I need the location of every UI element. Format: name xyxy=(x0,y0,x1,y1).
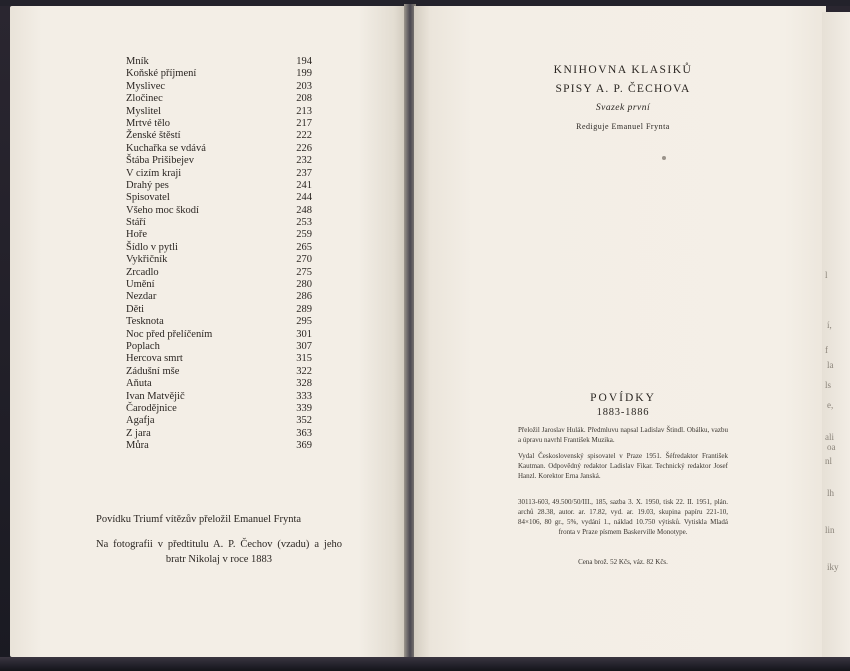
toc-entry-title: Z jara xyxy=(126,427,151,439)
toc-entry-page: 222 xyxy=(296,130,312,142)
toc-entry-title: Stáří xyxy=(126,217,146,229)
ink-speck xyxy=(662,156,666,160)
toc-entry xyxy=(126,130,326,142)
toc-entry-page: 280 xyxy=(296,279,312,291)
next-page-fragment: ls xyxy=(825,380,832,390)
toc-entry-page: 265 xyxy=(296,241,312,253)
toc-entry-title: Spisovatel xyxy=(126,192,170,204)
toc-entry xyxy=(126,143,326,155)
toc-entry xyxy=(126,93,326,105)
toc-entry-page: 301 xyxy=(296,328,312,340)
toc-entry-page: 232 xyxy=(296,155,312,167)
editor-credit: Rediguje Emanuel Frynta xyxy=(576,122,670,131)
toc-entry-title: Tesknota xyxy=(126,316,164,328)
toc-entry xyxy=(126,106,326,118)
toc-entry-title: Poplach xyxy=(126,340,160,352)
toc-entry-page: 244 xyxy=(296,192,312,204)
toc-entry-page: 253 xyxy=(296,217,312,229)
toc-entry-page: 322 xyxy=(296,365,312,377)
toc-entry xyxy=(126,155,326,167)
toc-entry xyxy=(126,254,326,266)
toc-entry-title: Aňuta xyxy=(126,378,152,390)
toc-entry-title: Nezdar xyxy=(126,291,157,303)
toc-entry xyxy=(126,378,326,390)
bottom-edge xyxy=(0,657,850,671)
toc-entry-page: 213 xyxy=(296,105,312,117)
toc-entry-title: Mrtvé tělo xyxy=(126,117,171,129)
toc-entry xyxy=(126,341,326,353)
toc-entry-title: Umění xyxy=(126,279,155,291)
colophon-credits: Přeložil Jaroslav Hulák. Předmluvu napsal Ladislav Štindl. Obálku, vazbu a úpravu navrhl František Muzika. xyxy=(518,426,728,444)
toc-entry-page: 259 xyxy=(296,229,312,241)
photo-caption: Na fotografii v předtitulu A. P. Čechov (vzadu) a jeho bratr Nikolaj v roce 1883 xyxy=(96,539,342,565)
toc-entry-page: 194 xyxy=(296,56,312,67)
colophon-printing: 30113-603, 49.500/50/III., 185, sazba 3. X. 1950, tisk 22. II. 1951, plán. archů 28.38, autor. ar. 17.82, vyd. ar. 19.03, skupina papíru 221-10, 84×106, 80 gr., 5%, vydání 1., náklad 10.750 výtisků. Vytiskla Mladá fronta v Praze písmem Baskerville Monotype. xyxy=(518,498,728,536)
book-title: POVÍDKY xyxy=(590,392,656,404)
toc-entry-page: 275 xyxy=(296,266,312,278)
toc-entry-title: Mník xyxy=(126,56,149,67)
toc-entry-title: Zádušní mše xyxy=(126,365,180,377)
toc-entry-title: Štába Prišibejev xyxy=(126,155,194,167)
toc-entry xyxy=(126,217,326,229)
toc-entry-page: 286 xyxy=(296,291,312,303)
toc-entry xyxy=(126,180,326,192)
next-page-fragment: nl xyxy=(825,456,833,466)
toc-entry-page: 237 xyxy=(296,167,312,179)
toc-entry-page: 352 xyxy=(296,415,312,427)
toc-entry-page: 289 xyxy=(296,303,312,315)
toc-entry-title: Zrcadlo xyxy=(126,266,159,278)
toc-entry xyxy=(126,329,326,341)
toc-entry-title: Drahý pes xyxy=(126,179,169,191)
toc-entry xyxy=(126,391,326,403)
toc-entry-page: 270 xyxy=(296,254,312,266)
toc-entry xyxy=(126,168,326,180)
toc-entry-title: Myslivec xyxy=(126,80,166,92)
toc-entry xyxy=(126,440,326,452)
price-line: Cena brož. 52 Kčs, váz. 82 Kčs. xyxy=(578,558,668,566)
toc-entry-title: Čarodějnice xyxy=(126,402,177,414)
next-page-fragment: lh xyxy=(827,488,835,498)
book-years: 1883-1886 xyxy=(596,407,650,418)
toc-entry xyxy=(126,353,326,365)
colophon-publisher: Vydal Československý spisovatel v Praze 1951. Šéfredaktor František Kautman. Odpovědný redaktor Ladislav Fikar. Technický redaktor Josef Hanzl. Korektor Erna Janská. xyxy=(518,452,728,480)
toc-entry-page: 369 xyxy=(296,440,312,452)
toc-entry-page: 295 xyxy=(296,316,312,328)
toc-entry-title: Zločinec xyxy=(126,93,163,105)
toc-entry-page: 217 xyxy=(296,117,312,129)
next-page-fragment: la xyxy=(827,360,834,370)
toc-entry xyxy=(126,428,326,440)
toc-entry xyxy=(126,415,326,427)
next-page-edge xyxy=(822,12,850,661)
toc-entry xyxy=(126,267,326,279)
toc-entry-page: 199 xyxy=(296,68,312,80)
toc-entry-title: V cizím kraji xyxy=(126,167,182,179)
next-page-fragment: iky xyxy=(827,562,839,572)
next-page-fragment: lin xyxy=(825,525,835,535)
toc-entry-page: 315 xyxy=(296,353,312,365)
toc-entry xyxy=(126,304,326,316)
toc-entry-title: Myslitel xyxy=(126,105,162,117)
series-title: KNIHOVNA KLASIKŮ xyxy=(553,64,693,76)
toc-entry xyxy=(126,81,326,93)
next-page-fragment: l xyxy=(825,270,828,280)
next-page-fragment: ali xyxy=(825,432,834,442)
toc-entry-title: Noc před přelíčením xyxy=(126,328,213,340)
toc-entry-page: 363 xyxy=(296,427,312,439)
toc-entry xyxy=(126,279,326,291)
toc-entry-title: Šídlo v pytli xyxy=(126,241,178,253)
toc-entry-title: Ivan Matvějič xyxy=(126,390,185,402)
toc-entry-title: Koňské příjmení xyxy=(126,68,197,80)
toc-entry xyxy=(126,242,326,254)
toc-entry xyxy=(126,56,326,68)
toc-entry-page: 307 xyxy=(296,340,312,352)
toc-entry xyxy=(126,291,326,303)
toc-entry-title: Všeho moc škodí xyxy=(126,204,199,216)
next-page-fragment: f xyxy=(825,345,828,355)
toc-entry-title: Agafja xyxy=(126,415,155,427)
toc-entry xyxy=(126,205,326,217)
toc-entry-title: Ženské štěstí xyxy=(126,130,181,142)
next-page-fragment: oa xyxy=(827,442,836,452)
series-subtitle: SPISY A. P. ČECHOVA xyxy=(555,83,691,95)
toc-entry-title: Kuchařka se vdává xyxy=(126,142,206,154)
volume-label: Svazek první xyxy=(595,103,651,113)
toc-entry-title: Můra xyxy=(126,440,149,452)
next-page-fragment: í, xyxy=(827,320,832,330)
table-of-contents xyxy=(126,56,326,453)
toc-entry-page: 241 xyxy=(296,179,312,191)
toc-entry-page: 248 xyxy=(296,204,312,216)
toc-entry xyxy=(126,192,326,204)
next-page-fragment: e, xyxy=(827,400,834,410)
toc-entry-page: 339 xyxy=(296,402,312,414)
toc-entry xyxy=(126,229,326,241)
toc-entry-page: 333 xyxy=(296,390,312,402)
toc-entry xyxy=(126,366,326,378)
toc-entry-page: 203 xyxy=(296,80,312,92)
translation-note: Povídku Triumf vítězův přeložil Emanuel Frynta xyxy=(96,514,302,525)
toc-entry-page: 328 xyxy=(296,378,312,390)
toc-entry xyxy=(126,68,326,80)
toc-entry-page: 208 xyxy=(296,93,312,105)
toc-entry-title: Vykřičník xyxy=(126,254,168,266)
toc-entry-page: 226 xyxy=(296,142,312,154)
toc-entry xyxy=(126,403,326,415)
toc-entry xyxy=(126,118,326,130)
toc-entry-title: Děti xyxy=(126,303,145,315)
toc-entry-title: Hoře xyxy=(126,229,147,241)
toc-entry xyxy=(126,316,326,328)
toc-entry-title: Hercova smrt xyxy=(126,353,183,365)
